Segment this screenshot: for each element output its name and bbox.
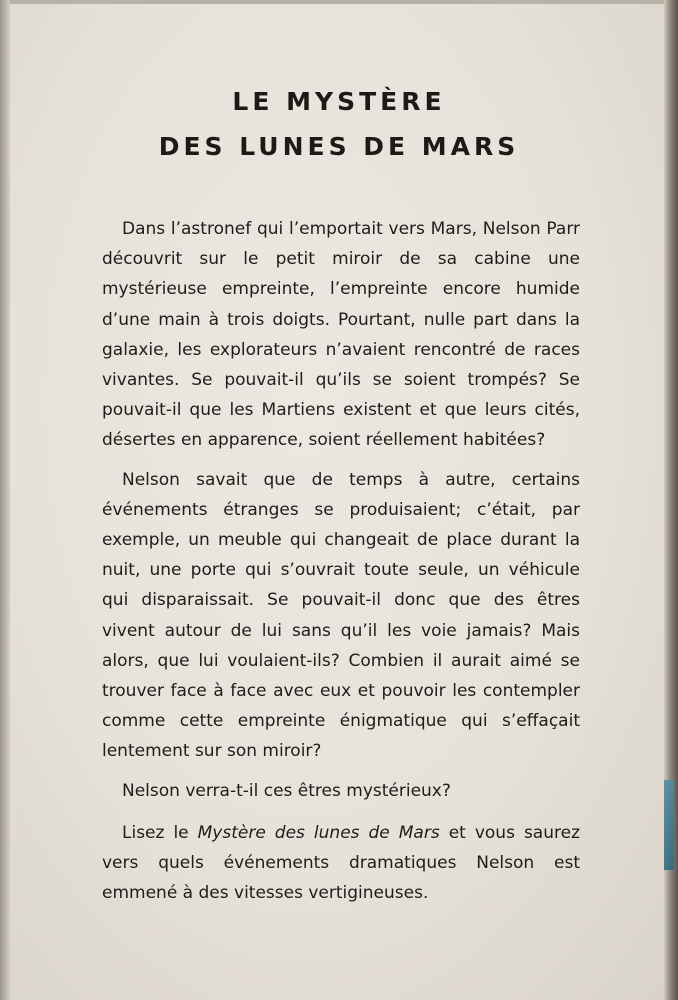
paragraph-4 xyxy=(102,818,580,909)
title-line-2: DES LUNES DE MARS xyxy=(158,132,520,161)
paragraph-2: Nelson savait que de temps à autre, certains événements étranges se produisaient; c’était, par exemple, un meuble qui changeait de place durant la nuit, une porte qui s’ouvrait toute seule, un véhicule qui disparaissait. Se pouvait-il donc que des êtres vivent autour de lui sans qu’il les voie jamais? Mais alors, que lui voulaient-ils? Combien il aurait aimé se trouver face à face avec eux et pouvoir les contempler comme cette empreinte énigmatique qui s’effaçait lentement sur son miroir? xyxy=(102,469,580,762)
paragraph-1: Dans l’astronef qui l’emportait vers Mars, Nelson Parr découvrit sur le petit miroir de sa cabine une mystérieuse empreinte, l’empreinte encore humide d’une main à trois doigts. Pourtant, nulle part dans la galaxie, les explorateurs n’avaient rencontré de races vivantes. Se pouvait-il qu’ils se soient trompés? Se pouvait-il que les Martiens existent et que leurs cités, désertes en apparence, soient réellement habitées? xyxy=(102,219,580,451)
paragraph-4-before: Lisez le xyxy=(122,822,198,843)
paragraph-3: Nelson verra-t-il ces êtres mystérieux? xyxy=(122,780,451,801)
title-line-1: LE MYSTÈRE xyxy=(232,87,446,116)
cover-color-strip xyxy=(664,780,674,870)
paragraph-4-after: et vous saurez vers quels événements dramatiques Nelson est emmené à des vitesses vertigineuses. xyxy=(102,822,580,904)
page-edge-top xyxy=(0,0,678,4)
book-title-italic: Mystère des lunes de Mars xyxy=(197,822,440,843)
blurb-text xyxy=(102,214,580,917)
